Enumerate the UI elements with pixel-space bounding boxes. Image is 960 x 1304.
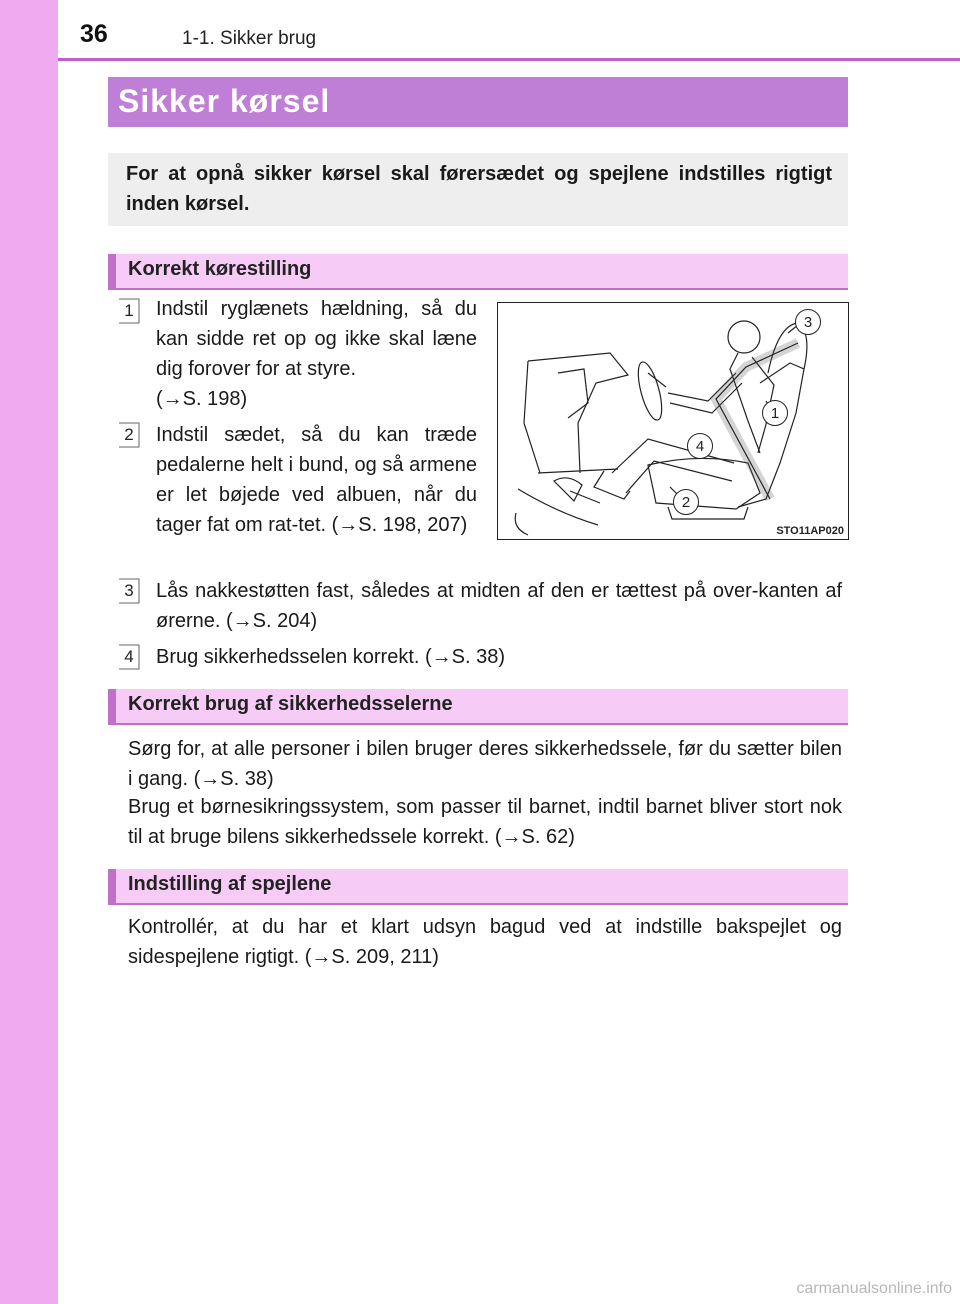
intro-box — [108, 153, 848, 226]
paragraph: Kontrollér, at du har et klart udsyn bagud ved at indstille bakspejlet og sidespejlene rigtigt. (→S. 209, 211) — [128, 916, 842, 968]
figure-callout-4: 4 — [687, 433, 713, 459]
driving-posture-figure — [497, 302, 849, 540]
step-number-icon: 2 — [118, 422, 140, 448]
section-heading-bar — [108, 689, 848, 725]
step-number-icon: 1 — [118, 298, 140, 324]
section-heading-bar — [108, 254, 848, 290]
intro-text: For at opnå sikker kørsel skal førersædet og spejlene indstilles rigtigt inden kørsel. — [126, 163, 832, 215]
section-heading: Indstilling af spejlene — [128, 873, 332, 895]
page-title: Sikker kørsel — [118, 83, 331, 119]
header-rule — [58, 58, 960, 61]
page-reference: (→S. 198) — [156, 388, 248, 410]
figure-label: STO11AP020 — [776, 525, 844, 537]
section-heading: Korrekt kørestilling — [128, 258, 312, 280]
figure-callout-2: 2 — [673, 489, 699, 515]
figure-callout-1: 1 — [762, 400, 788, 426]
step-text: Indstil sædet, så du kan træde pedalerne helt i bund, og så armene er let bøjede ved albuen, når du tager fat om rat-tet. (→S. 198, 207) — [156, 424, 477, 536]
running-head: 1-1. Sikker brug — [182, 28, 317, 49]
side-color-band — [0, 0, 58, 1304]
page-number: 36 — [80, 20, 108, 48]
figure-callout-3: 3 — [795, 309, 821, 335]
step-number-icon: 3 — [118, 578, 140, 604]
section-heading-bar — [108, 869, 848, 905]
step-number-icon: 4 — [118, 644, 140, 670]
title-bar — [108, 77, 848, 127]
step-text: Brug sikkerhedsselen korrekt. (→S. 38) — [156, 646, 506, 668]
step-text: Indstil ryglænets hældning, så du kan sidde ret op og ikke skal læne dig forover for at styre. (→S. 198) — [156, 298, 477, 410]
watermark: carmanualsonline.info — [796, 1280, 952, 1297]
section-heading: Korrekt brug af sikkerhedsselerne — [128, 693, 453, 715]
paragraph: Sørg for, at alle personer i bilen bruger deres sikkerhedssele, før du sætter bilen i gang. (→S. 38) — [128, 738, 842, 790]
step-text: Lås nakkestøtten fast, således at midten af den er tættest på over-kanten af ørerne. (→S. 204) — [156, 580, 842, 632]
paragraph: Brug et børnesikringssystem, som passer til barnet, indtil barnet bliver stort nok til at bruge bilens sikkerhedssele korrekt. (→S. 62) — [128, 796, 842, 848]
